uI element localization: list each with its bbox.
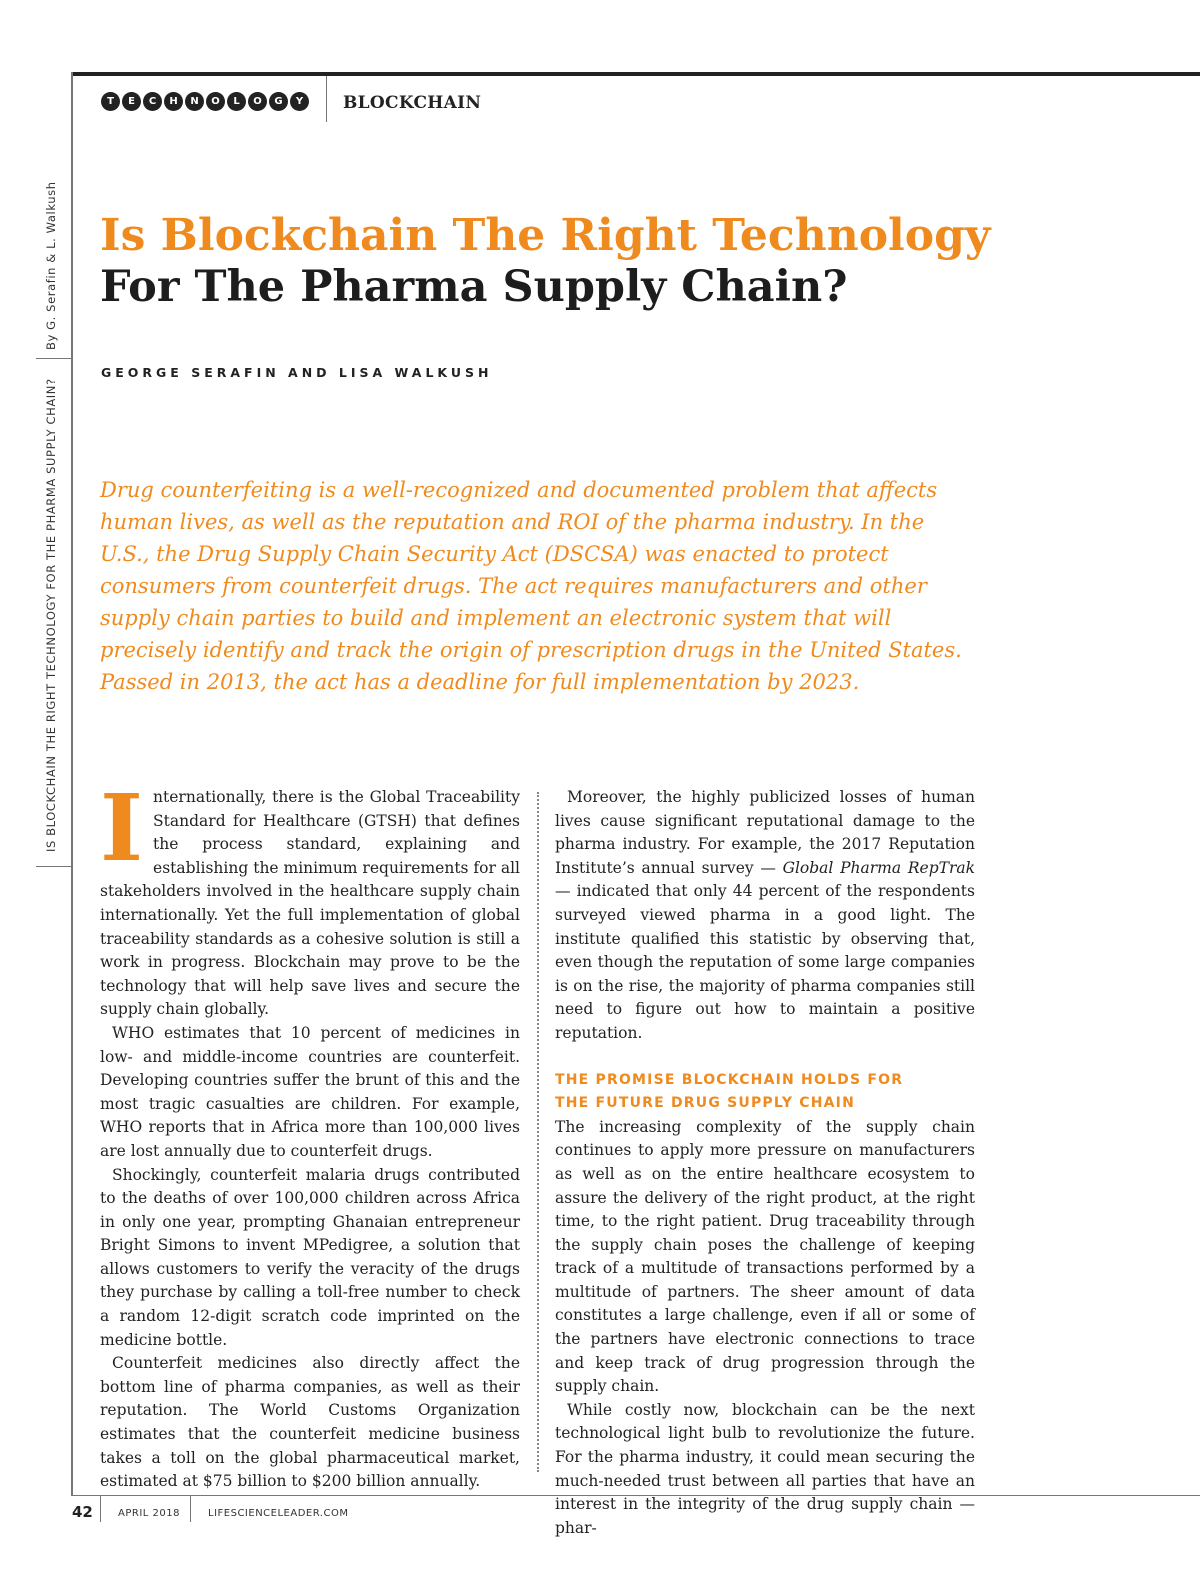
sidebar-divider xyxy=(36,358,72,359)
sidebar-title: IS BLOCKCHAIN THE RIGHT TECHNOLOGY FOR THE PHARMA SUPPLY CHAIN? xyxy=(44,378,58,852)
footer-divider xyxy=(100,1496,101,1522)
issue-date: APRIL 2018 xyxy=(118,1508,180,1519)
section-subhead xyxy=(555,1069,975,1116)
section-letter: O xyxy=(248,92,267,111)
body-paragraph xyxy=(555,786,975,1046)
body-column-right xyxy=(555,786,975,1540)
column-separator xyxy=(537,792,539,1472)
body-paragraph: While costly now, blockchain can be the next technological light bulb to revolutionize the future. For the pharma industry, it could mean securing the much-needed trust between all parties that have an interest in the integrity of the drug supply chain — phar- xyxy=(555,1400,975,1537)
body-paragraph: The increasing complexity of the supply chain continues to apply more pressure on manufacturers as well as on the entire healthcare ecosystem to assure the delivery of the right product, at the right time, to the right patient. Drug traceability through the supply chain poses the challenge of keeping track of a multitude of transactions performed by a multitude of partners. The sheer amount of data constitutes a large challenge, even if all or some of the partners have electronic connections to trace and keep track of drug progression through the supply chain. xyxy=(555,1117,975,1396)
section-letter: T xyxy=(101,92,120,111)
paragraph-text: — indicated that only 44 percent of the respondents surveyed viewed pharma in a good light. The institute qualified this statistic by observing that, even though the reputation of some large companies is on the rise, the majority of pharma companies still need to figure out how to maintain a positive reputation. xyxy=(555,882,975,1042)
left-rule xyxy=(71,72,73,1496)
section-tag xyxy=(101,92,309,111)
section-letter: L xyxy=(227,92,246,111)
section-letter: G xyxy=(269,92,288,111)
article-title-line1: Is Blockchain The Right Technology xyxy=(100,210,991,261)
sidebar-author: By G. Serafin & L. Walkush xyxy=(44,181,58,350)
body-column-left xyxy=(100,774,520,1494)
body-paragraph xyxy=(100,774,520,1022)
article-authors: GEORGE SERAFIN AND LISA WALKUSH xyxy=(101,365,493,380)
body-paragraph: WHO estimates that 10 percent of medicines in low- and middle-income countries are counterfeit. Developing countries suffer the brunt of this and the most tragic casualties are children. For example, WHO reports that in Africa more than 100,000 lives are lost annually due to counterfeit drugs. xyxy=(100,1023,520,1160)
sidebar xyxy=(36,150,64,870)
footer-divider xyxy=(190,1496,191,1522)
header-divider xyxy=(326,76,327,122)
page-number: 42 xyxy=(72,1503,93,1521)
subhead-line: THE FUTURE DRUG SUPPLY CHAIN xyxy=(555,1095,855,1112)
body-paragraph: Counterfeit medicines also directly affect the bottom line of pharma companies, as well as their reputation. The World Customs Organization estimates that the counterfeit medicine business takes a toll on the global pharmaceutical market, estimated at $75 billion to $200 billion annually. xyxy=(100,1354,520,1491)
section-letter: Y xyxy=(290,92,309,111)
section-letter: O xyxy=(206,92,225,111)
top-rule xyxy=(72,72,1200,76)
section-letter: E xyxy=(122,92,141,111)
drop-cap: I xyxy=(100,774,144,882)
subhead-line: THE PROMISE BLOCKCHAIN HOLDS FOR xyxy=(555,1071,904,1088)
sidebar-divider xyxy=(36,866,72,867)
section-letter: N xyxy=(185,92,204,111)
paragraph-text: nternationally, there is the Global Traceability Standard for Healthcare (GTSH) that defines the process standard, explaining and establishing the minimum requirements for all stakeholders involved in the healthcare supply chain internationally. Yet the full implementation of global traceability standards as a cohesive solution is still a work in progress. Blockchain may prove to be the technology that will help save lives and secure the supply chain globally. xyxy=(100,788,520,1019)
section-name: BLOCKCHAIN xyxy=(343,93,482,113)
body-paragraph: Shockingly, counterfeit malaria drugs contributed to the deaths of over 100,000 children across Africa in only one year, prompting Ghanaian entrepreneur Bright Simons to invent MPedigree, a solution that allows customers to verify the veracity of the drugs they purchase by calling a toll-free number to check a random 12-digit scratch code imprinted on the medicine bottle. xyxy=(100,1165,520,1349)
survey-name: Global Pharma RepTrak xyxy=(782,858,975,877)
article-lede: Drug counterfeiting is a well-recognized and documented problem that affects human lives, as well as the reputation and ROI of the pharma industry. In the U.S., the Drug Supply Chain Security Act (DSCSA) was enacted to protect consumers from counterfeit drugs. The act requires manufacturers and other supply chain parties to build and implement an electronic system that will precisely identify and track the origin of prescription drugs in the United States. Passed in 2013, the act has a deadline for full implementation by 2023. xyxy=(100,478,962,694)
section-letter: C xyxy=(143,92,162,111)
paragraph-text: Moreover, the highly publicized losses of human lives cause significant reputational damage to the pharma industry. For example, the 2017 Reputation Institute’s annual survey — xyxy=(555,788,975,877)
site-link[interactable]: LIFESCIENCELEADER.COM xyxy=(208,1508,349,1519)
article-title-line2: For The Pharma Supply Chain? xyxy=(100,262,848,312)
section-letter: H xyxy=(164,92,183,111)
